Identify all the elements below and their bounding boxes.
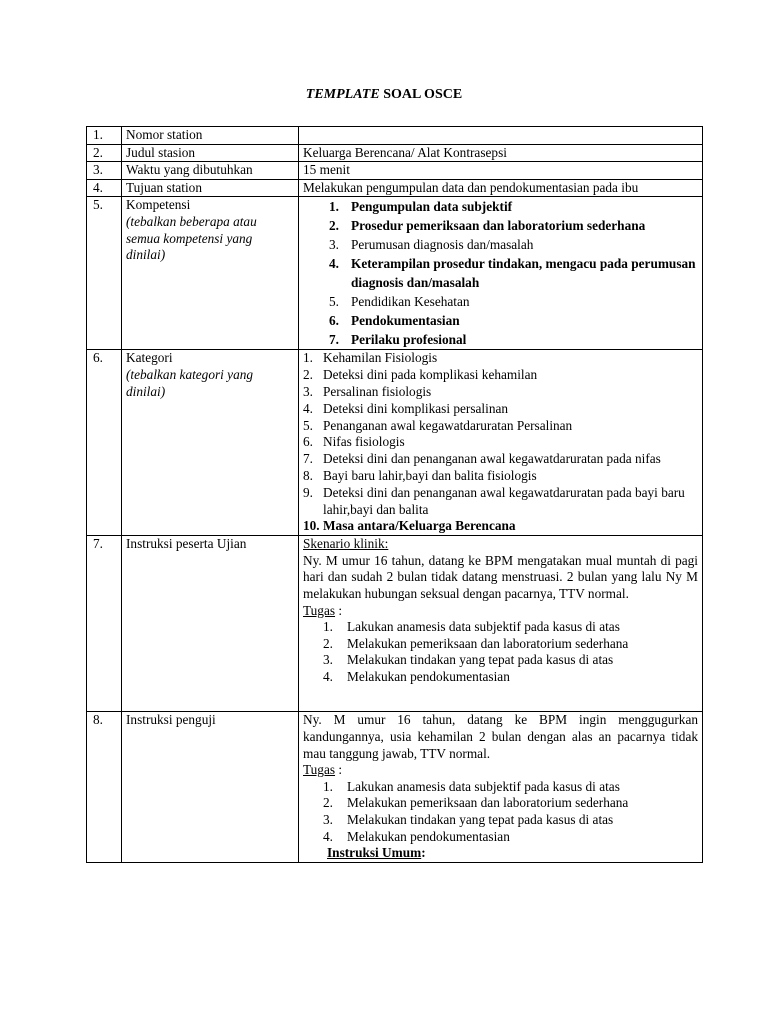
kategori-list [303, 350, 698, 535]
tugas-list [303, 779, 698, 845]
list-item [303, 451, 698, 468]
list-item-number: 4. [303, 400, 313, 416]
list-item-number: 3. [323, 652, 333, 668]
row-number: 7. [87, 536, 122, 712]
skenario-text: Ny. M umur 16 tahun, datang ke BPM ingin menggugurkan kandungannya, usia kehamilan 2 bulan dengan alas an pacarnya tidak mau tanggung jawab, TTV normal. [303, 712, 698, 761]
document-title [0, 87, 768, 103]
row-number: 3. [87, 162, 122, 180]
list-item-text: Melakukan tindakan yang tepat pada kasus di atas [347, 812, 614, 828]
list-item-text: Masa antara/Keluarga Berencana [323, 518, 516, 534]
row-label: Kompetensi [126, 197, 191, 213]
tugas-label: Tugas [303, 762, 336, 778]
skenario-label: Skenario klinik: [303, 536, 389, 552]
row-value: Keluarga Berencana/ Alat Kontrasepsi [299, 144, 703, 162]
list-item-number: 3. [323, 812, 333, 828]
list-item [303, 619, 698, 636]
list-item [303, 384, 698, 401]
list-item-text: Deteksi dini dan penanganan awal kegawatdaruratan pada bayi baru lahir,bayi dan balita [323, 484, 685, 517]
row-label: Instruksi peserta Ujian [122, 536, 299, 712]
list-item [303, 652, 698, 669]
list-item-number: 3. [303, 383, 313, 399]
row-label-cell [122, 350, 299, 536]
instruksi-umum-colon: : [421, 845, 426, 861]
list-item [303, 367, 698, 384]
kompetensi-list-cell [299, 197, 703, 350]
row-value: Melakukan pengumpulan data dan pendokumentasian pada ibu [299, 179, 703, 197]
list-item-text: Lakukan anamesis data subjektif pada kasus di atas [347, 778, 620, 794]
row-label: Judul stasion [122, 144, 299, 162]
list-item-number: 1. [303, 350, 313, 366]
title-italic: TEMPLATE [305, 87, 380, 102]
tugas-heading [303, 762, 698, 779]
list-item [303, 518, 698, 535]
list-item-number: 2. [323, 635, 333, 651]
table-row-kategori [87, 350, 703, 536]
list-item [303, 669, 698, 686]
row-label: Tujuan station [122, 179, 299, 197]
row-value [299, 127, 703, 145]
row-number: 2. [87, 144, 122, 162]
list-item-text: Melakukan pemeriksaan dan laboratorium sederhana [347, 795, 629, 811]
title-rest: SOAL OSCE [379, 87, 463, 102]
instruksi-peserta-cell [299, 536, 703, 712]
list-item-text: Deteksi dini komplikasi persalinan [323, 400, 509, 416]
skenario-text: Ny. M umur 16 tahun, datang ke BPM mengatakan mual muntah di pagi hari dan sudah 2 bulan tidak datang menstruasi. 2 bulan yang lalu Ny M melakukan hubungan seksual dengan pacarnya, TTV normal. [303, 552, 698, 601]
list-item-number: 6. [303, 434, 313, 450]
list-item [303, 434, 698, 451]
list-item-text: Melakukan tindakan yang tepat pada kasus di atas [347, 652, 614, 668]
list-item-number: 10. [303, 518, 320, 534]
table-row [87, 162, 703, 180]
list-item-number: 2. [303, 367, 313, 383]
list-item-text: Deteksi dini pada komplikasi kehamilan [323, 367, 538, 383]
table-row-instruksi-penguji [87, 712, 703, 862]
table-row-instruksi-peserta [87, 536, 703, 712]
osce-table [86, 126, 703, 863]
list-item [303, 418, 698, 435]
table-row [87, 144, 703, 162]
list-item-text: Persalinan fisiologis [323, 383, 432, 399]
row-label: Nomor station [122, 127, 299, 145]
list-item-text: Nifas fisiologis [323, 434, 405, 450]
list-item [303, 636, 698, 653]
list-item-number: 5. [329, 294, 339, 310]
list-item-text: Pengumpulan data subjektif [351, 199, 513, 215]
list-item-text: Deteksi dini dan penanganan awal kegawatdaruratan pada nifas [323, 451, 661, 467]
list-item-number: 4. [329, 256, 339, 272]
list-item [303, 795, 698, 812]
list-item-text: Pendidikan Kesehatan [351, 294, 470, 310]
list-item [303, 468, 698, 485]
row-label: Kategori [126, 350, 173, 366]
row-number: 6. [87, 350, 122, 536]
list-item-number: 9. [303, 484, 313, 500]
list-item-number: 2. [329, 218, 339, 234]
list-item-text: Penanganan awal kegawatdaruratan Persalinan [323, 417, 573, 433]
list-item-number: 7. [329, 332, 339, 348]
kompetensi-list [303, 197, 698, 349]
list-item-text: Melakukan pemeriksaan dan laboratorium sederhana [347, 635, 629, 651]
list-item [303, 350, 698, 367]
list-item-text: Keterampilan prosedur tindakan, mengacu pada perumusan diagnosis dan/masalah [351, 256, 696, 291]
tugas-heading [303, 603, 698, 620]
list-item [303, 197, 698, 216]
list-item-text: Lakukan anamesis data subjektif pada kasus di atas [347, 619, 620, 635]
row-number: 1. [87, 127, 122, 145]
row-note: (tebalkan beberapa atau semua kompetensi yang dinilai) [126, 213, 257, 263]
list-item-number: 5. [303, 417, 313, 433]
tugas-colon: : [335, 602, 343, 618]
row-number: 4. [87, 179, 122, 197]
list-item [303, 254, 698, 292]
row-note: (tebalkan kategori yang dinilai) [126, 366, 254, 399]
list-item-text: Melakukan pendokumentasian [347, 828, 510, 844]
table-row [87, 127, 703, 145]
instruksi-umum-heading [303, 845, 698, 862]
row-label-cell [122, 197, 299, 350]
list-item-text: Kehamilan Fisiologis [323, 350, 438, 366]
kategori-list-cell [299, 350, 703, 536]
instruksi-umum-label: Instruksi Umum [327, 845, 422, 861]
list-item [303, 829, 698, 846]
row-label: Instruksi penguji [122, 712, 299, 862]
list-item-number: 1. [323, 778, 333, 794]
list-item-number: 3. [329, 237, 339, 253]
list-item-text: Prosedur pemeriksaan dan laboratorium sederhana [351, 218, 646, 234]
tugas-colon: : [335, 762, 343, 778]
list-item-text: Bayi baru lahir,bayi dan balita fisiologis [323, 467, 537, 483]
list-item-number: 4. [323, 828, 333, 844]
tugas-list [303, 619, 698, 685]
tugas-label: Tugas [303, 602, 336, 618]
list-item [303, 330, 698, 349]
table-row-kompetensi [87, 197, 703, 350]
row-value: 15 menit [299, 162, 703, 180]
list-item-text: Melakukan pendokumentasian [347, 668, 510, 684]
row-label: Waktu yang dibutuhkan [122, 162, 299, 180]
list-item [303, 216, 698, 235]
list-item-number: 8. [303, 467, 313, 483]
row-number: 8. [87, 712, 122, 862]
list-item [303, 812, 698, 829]
list-item-number: 7. [303, 451, 313, 467]
list-item-number: 1. [329, 199, 339, 215]
list-item [303, 401, 698, 418]
list-item [303, 485, 698, 519]
list-item-number: 2. [323, 795, 333, 811]
list-item-number: 6. [329, 313, 339, 329]
list-item [303, 311, 698, 330]
list-item [303, 235, 698, 254]
list-item-number: 4. [323, 668, 333, 684]
list-item-number: 1. [323, 619, 333, 635]
table-row [87, 179, 703, 197]
spacer [303, 685, 698, 711]
row-number: 5. [87, 197, 122, 350]
list-item-text: Perilaku profesional [351, 332, 467, 348]
list-item [303, 292, 698, 311]
instruksi-penguji-cell [299, 712, 703, 862]
list-item [303, 779, 698, 796]
list-item-text: Perumusan diagnosis dan/masalah [351, 237, 534, 253]
list-item-text: Pendokumentasian [351, 313, 460, 329]
